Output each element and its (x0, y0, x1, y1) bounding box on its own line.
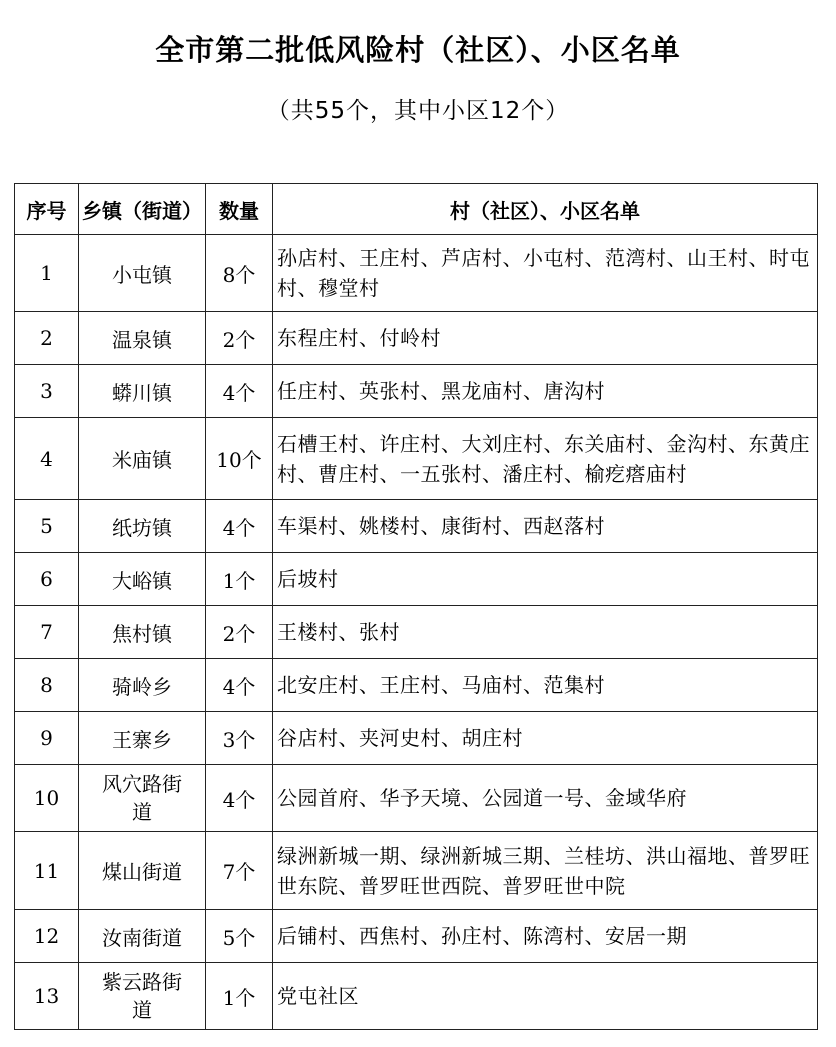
row-names: 车渠村、姚楼村、康街村、西赵落村 (273, 500, 818, 553)
row-count: 8个 (206, 235, 273, 312)
row-no: 8 (15, 659, 79, 712)
row-town: 王寨乡 (79, 712, 206, 765)
row-no: 1 (15, 235, 79, 312)
row-no: 6 (15, 553, 79, 606)
table-row (15, 765, 818, 832)
row-town: 汝南街道 (79, 910, 206, 963)
row-count: 4个 (206, 765, 273, 832)
table-row (15, 365, 818, 418)
row-no: 4 (15, 418, 79, 500)
row-no: 3 (15, 365, 79, 418)
table-row (15, 500, 818, 553)
row-no: 12 (15, 910, 79, 963)
row-town: 纸坊镇 (79, 500, 206, 553)
row-count: 3个 (206, 712, 273, 765)
row-count: 4个 (206, 659, 273, 712)
row-names: 后铺村、西焦村、孙庄村、陈湾村、安居一期 (273, 910, 818, 963)
table-header-row (15, 184, 818, 235)
row-names: 北安庄村、王庄村、马庙村、范集村 (273, 659, 818, 712)
header-town: 乡镇（街道） (79, 184, 206, 235)
row-names: 公园首府、华予天境、公园道一号、金域华府 (273, 765, 818, 832)
row-names: 石槽王村、许庄村、大刘庄村、东关庙村、金沟村、东黄庄村、曹庄村、一五张村、潘庄村、榆疙瘩庙村 (273, 418, 818, 500)
row-count: 1个 (206, 553, 273, 606)
row-town: 大峪镇 (79, 553, 206, 606)
row-count: 4个 (206, 365, 273, 418)
row-town: 紫云路街道 (79, 963, 206, 1030)
table-row (15, 910, 818, 963)
row-count: 10个 (206, 418, 273, 500)
row-town: 温泉镇 (79, 312, 206, 365)
table-row (15, 235, 818, 312)
table-row (15, 963, 818, 1030)
row-town: 米庙镇 (79, 418, 206, 500)
row-no: 5 (15, 500, 79, 553)
document-title: 全市第二批低风险村（社区）、小区名单 (155, 33, 681, 67)
row-no: 13 (15, 963, 79, 1030)
row-no: 9 (15, 712, 79, 765)
table-row (15, 606, 818, 659)
row-names: 孙店村、王庄村、芦店村、小屯村、范湾村、山王村、时屯村、穆堂村 (273, 235, 818, 312)
row-names: 谷店村、夹河史村、胡庄村 (273, 712, 818, 765)
table-row (15, 712, 818, 765)
table-row (15, 553, 818, 606)
row-town: 小屯镇 (79, 235, 206, 312)
row-no: 10 (15, 765, 79, 832)
document-subtitle: （共55个，其中小区12个） (266, 98, 570, 124)
header-count: 数量 (206, 184, 273, 235)
row-names: 绿洲新城一期、绿洲新城三期、兰桂坊、洪山福地、普罗旺世东院、普罗旺世西院、普罗旺世中院 (273, 832, 818, 910)
header-names: 村（社区）、小区名单 (273, 184, 818, 235)
row-town: 骑岭乡 (79, 659, 206, 712)
row-names: 王楼村、张村 (273, 606, 818, 659)
table-row (15, 832, 818, 910)
row-count: 5个 (206, 910, 273, 963)
row-names: 党屯社区 (273, 963, 818, 1030)
row-town: 风穴路街道 (79, 765, 206, 832)
row-count: 2个 (206, 606, 273, 659)
table-row (15, 659, 818, 712)
row-count: 1个 (206, 963, 273, 1030)
table-row (15, 312, 818, 365)
header-no: 序号 (15, 184, 79, 235)
row-count: 7个 (206, 832, 273, 910)
row-count: 2个 (206, 312, 273, 365)
row-no: 7 (15, 606, 79, 659)
row-town: 焦村镇 (79, 606, 206, 659)
table-row (15, 418, 818, 500)
row-no: 11 (15, 832, 79, 910)
row-count: 4个 (206, 500, 273, 553)
row-town: 煤山街道 (79, 832, 206, 910)
row-town: 蟒川镇 (79, 365, 206, 418)
row-names: 后坡村 (273, 553, 818, 606)
row-names: 东程庄村、付岭村 (273, 312, 818, 365)
village-list-table (14, 183, 818, 1030)
row-names: 任庄村、英张村、黑龙庙村、唐沟村 (273, 365, 818, 418)
row-no: 2 (15, 312, 79, 365)
